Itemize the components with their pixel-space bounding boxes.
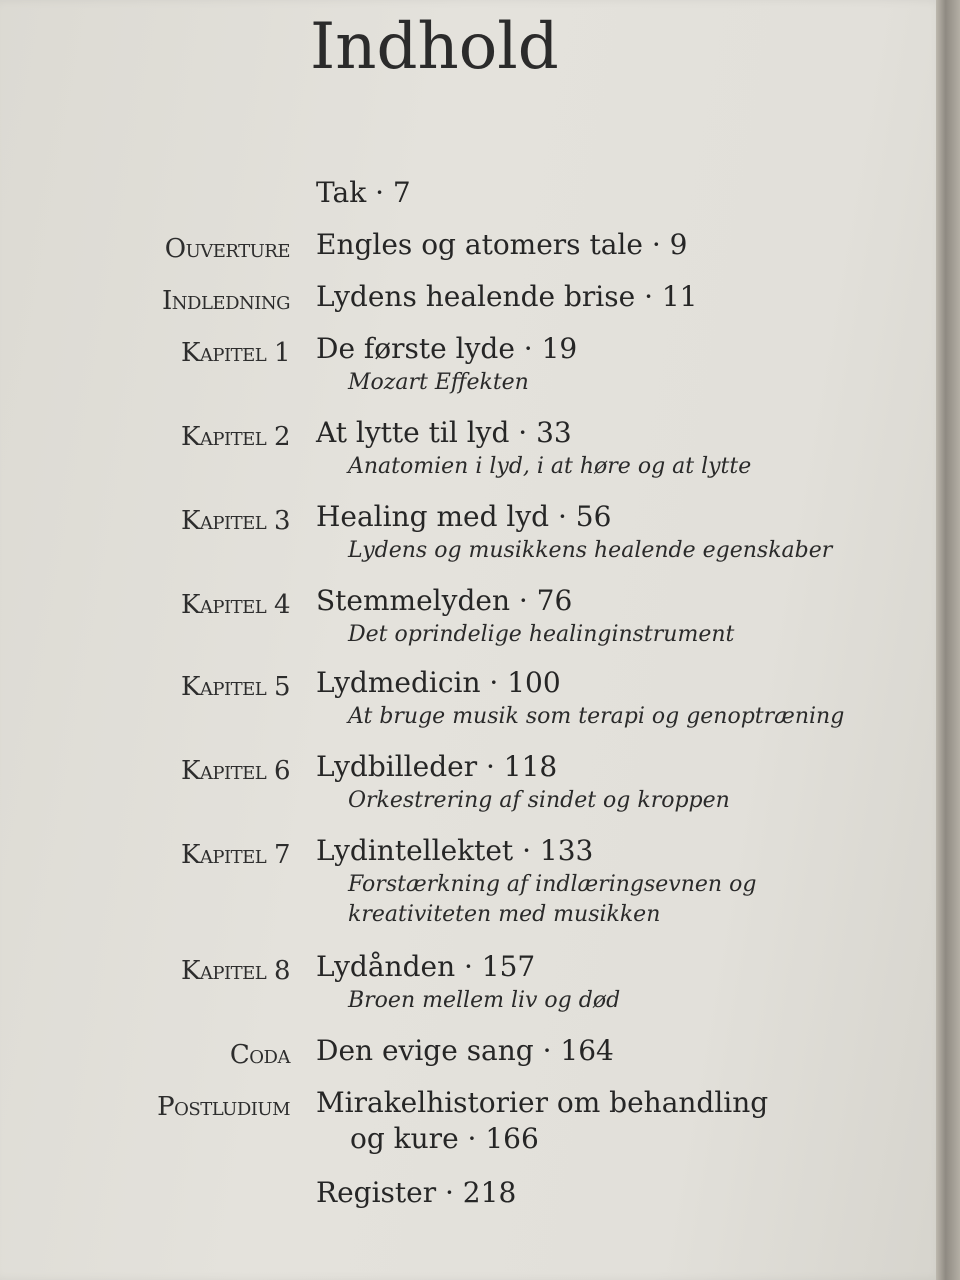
- entry-label: Kapitel 5: [180, 672, 290, 702]
- entry-title: Mirakelhistorier om behandling: [316, 1086, 769, 1119]
- entry-subtitle: Broen mellem liv og død: [348, 988, 621, 1013]
- entry-label: Postludium: [157, 1092, 290, 1122]
- entry-title: Lydånden · 157: [316, 950, 536, 983]
- entry-label: Kapitel 7: [180, 840, 290, 870]
- entry-label: Kapitel 4: [180, 590, 290, 620]
- entry-title: Stemmelyden · 76: [316, 584, 573, 617]
- entry-label: Coda: [229, 1040, 290, 1070]
- entry-title: Tak · 7: [316, 176, 411, 209]
- entry-subtitle: Det oprindelige healinginstrument: [348, 622, 735, 647]
- entry-title: Lydintellektet · 133: [316, 834, 594, 867]
- entry-title: Lydbilleder · 118: [316, 750, 558, 783]
- entry-title: At lytte til lyd · 33: [316, 416, 572, 449]
- entry-subtitle: Forstærkning af indlæringsevnen og: [348, 872, 757, 897]
- entry-subtitle: Orkestrering af sindet og kroppen: [348, 788, 730, 813]
- entry-title: De første lyde · 19: [316, 332, 578, 365]
- entry-title: Den evige sang · 164: [316, 1034, 614, 1067]
- page-title: Indhold: [310, 10, 559, 84]
- entry-title: Healing med lyd · 56: [316, 500, 612, 533]
- entry-subtitle-continued: kreativiteten med musikken: [348, 902, 661, 927]
- entry-label: Indledning: [162, 286, 290, 316]
- entry-label: Kapitel 6: [180, 756, 290, 786]
- entry-label: Kapitel 8: [180, 956, 290, 986]
- entry-title: Lydens healende brise · 11: [316, 280, 698, 313]
- entry-label: Ouverture: [164, 234, 290, 264]
- entry-title-continued: og kure · 166: [350, 1122, 539, 1155]
- entry-subtitle: Anatomien i lyd, i at høre og at lytte: [348, 454, 752, 479]
- entry-label: Kapitel 2: [180, 422, 290, 452]
- entry-label: Kapitel 1: [180, 338, 290, 368]
- entry-subtitle: Mozart Effekten: [348, 370, 529, 395]
- entry-title: Register · 218: [316, 1176, 517, 1209]
- entry-subtitle: Lydens og musikkens healende egenskaber: [348, 538, 833, 563]
- entry-subtitle: At bruge musik som terapi og genoptræning: [348, 704, 845, 729]
- entry-title: Lydmedicin · 100: [316, 666, 561, 699]
- entry-label: Kapitel 3: [180, 506, 290, 536]
- entry-title: Engles og atomers tale · 9: [316, 228, 688, 261]
